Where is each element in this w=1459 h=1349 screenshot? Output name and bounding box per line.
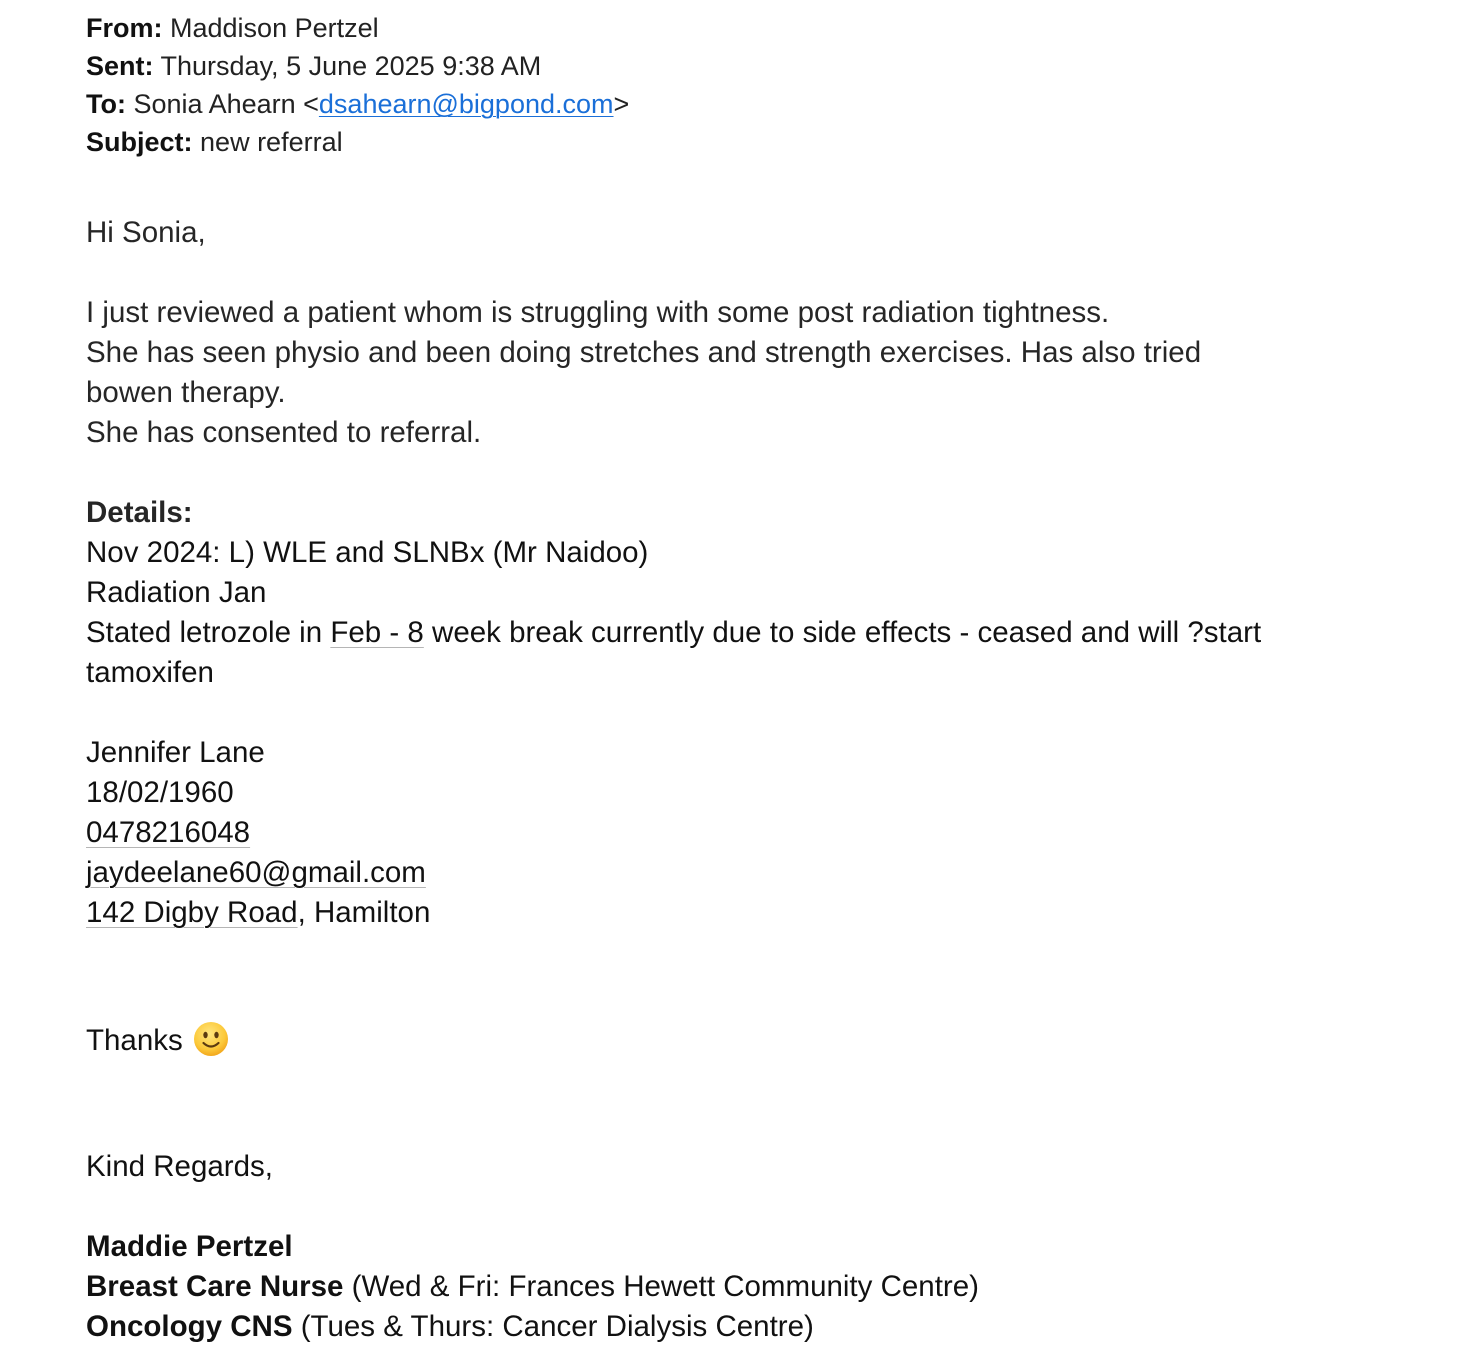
slightly-smiling-face-icon <box>193 1021 229 1057</box>
regards: Kind Regards, <box>86 1150 273 1183</box>
subject-value: new referral <box>200 127 343 157</box>
patient-name: Jennifer Lane <box>86 736 265 769</box>
patient-phone <box>86 813 250 853</box>
details-line: tamoxifen <box>86 656 214 689</box>
details-line: Radiation Jan <box>86 576 267 609</box>
details-line: Nov 2024: L) WLE and SLNBx (Mr Naidoo) <box>86 536 649 569</box>
details-text: week break currently due to side effects - ceased and will ?start <box>423 616 1262 649</box>
patient-address <box>86 893 430 933</box>
signature-name: Maddie Pertzel <box>86 1230 293 1263</box>
greeting: Hi Sonia, <box>86 216 206 249</box>
to-email-link[interactable]: dsahearn@bigpond.com <box>318 89 614 119</box>
role-detail: (Tues & Thurs: Cancer Dialysis Centre) <box>292 1310 814 1343</box>
body-line: bowen therapy. <box>86 376 286 409</box>
body-line: She has consented to referral. <box>86 416 482 449</box>
from-value: Maddison Pertzel <box>170 13 379 43</box>
header-to <box>86 85 629 123</box>
thanks-text: Thanks <box>86 1024 183 1057</box>
body-line: I just reviewed a patient whom is struggling with some post radiation tightness. <box>86 296 1110 329</box>
details-heading: Details: <box>86 496 193 529</box>
from-label: From: <box>86 13 163 43</box>
to-name: Sonia Ahearn < <box>133 89 319 119</box>
subject-label: Subject: <box>86 127 193 157</box>
date-link[interactable]: Feb - 8 <box>330 616 424 649</box>
header-sent <box>86 47 541 85</box>
signature-role <box>86 1307 814 1347</box>
phone-link[interactable]: 0478216048 <box>86 816 251 849</box>
details-line <box>86 613 1261 653</box>
sent-label: Sent: <box>86 51 154 81</box>
role-detail: (Wed & Fri: Frances Hewett Community Centre) <box>343 1270 979 1303</box>
body-line: She has seen physio and been doing stretches and strength exercises. Has also tried <box>86 336 1202 369</box>
address-rest: , Hamilton <box>297 896 431 929</box>
thanks-line <box>86 1021 229 1061</box>
to-close: > <box>613 89 630 119</box>
patient-dob: 18/02/1960 <box>86 776 234 809</box>
sent-value: Thursday, 5 June 2025 9:38 AM <box>160 51 542 81</box>
signature-role <box>86 1267 979 1307</box>
role-title: Oncology CNS <box>86 1310 293 1343</box>
email-link[interactable]: jaydeelane60@gmail.com <box>86 856 426 889</box>
details-text: Stated letrozole in <box>86 616 331 649</box>
header-subject <box>86 123 343 161</box>
to-label: To: <box>86 89 126 119</box>
address-link[interactable]: 142 Digby Road <box>86 896 298 929</box>
role-title: Breast Care Nurse <box>86 1270 344 1303</box>
header-from <box>86 9 379 47</box>
patient-email <box>86 853 426 893</box>
